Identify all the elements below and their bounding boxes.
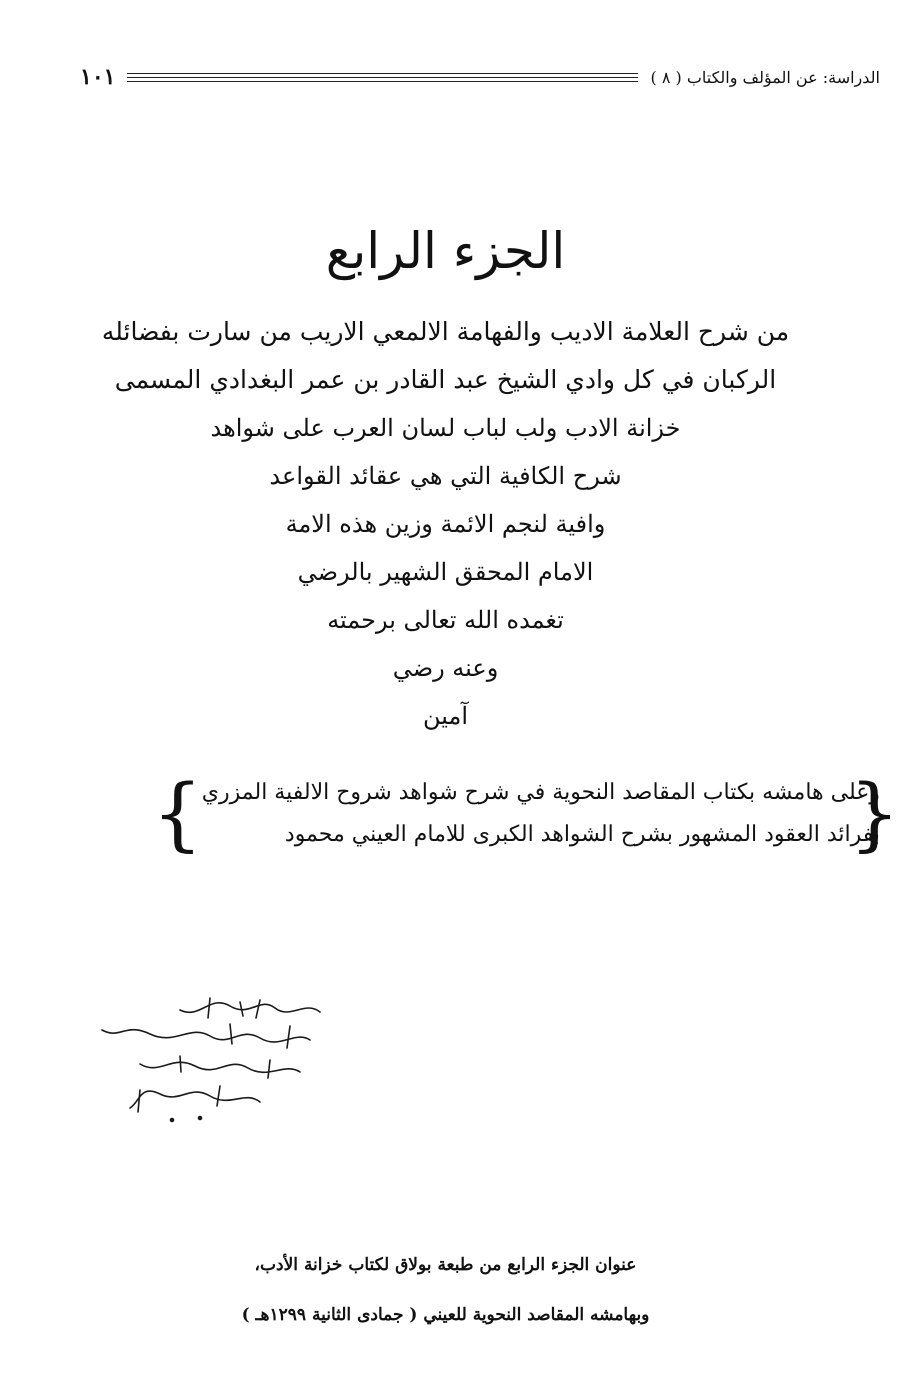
title-line: شرح الكافية التي هي عقائد القواعد — [269, 462, 622, 490]
margin-note-line: وعلى هامشه بكتاب المقاصد النحوية في شرح شواهد شروح الالفية المزري — [201, 780, 880, 805]
title-line: تغمده الله تعالى برحمته — [327, 606, 564, 634]
title-line: وعنه رضي — [392, 654, 499, 682]
caption-line: عنوان الجزء الرابع من طبعة بولاق لكتاب خزانة الأدب، — [254, 1255, 637, 1275]
title-line: الامام المحقق الشهير بالرضي — [297, 558, 594, 586]
brace-left: } — [152, 767, 203, 860]
margin-note — [152, 767, 900, 860]
volume-title: الجزء الرابع — [325, 222, 566, 280]
margin-note-line: بفرائد العقود المشهور بشرح الشواهد الكبرى للامام العيني محمود — [284, 822, 880, 847]
header-rule — [127, 73, 638, 82]
title-line: من شرح العلامة الاديب والفهامة الالمعي الاريب من سارت بفضائله — [101, 317, 790, 346]
page-number: ١٠١ — [80, 64, 116, 90]
figure-caption — [0, 1240, 891, 1340]
title-page-text — [0, 308, 891, 740]
caption-line: وبهامشه المقاصد النحوية للعيني ( جمادى الثانية ١٢٩٩هـ ) — [241, 1305, 650, 1325]
title-line: الركبان في كل وادي الشيخ عبد القادر بن عمر البغدادي المسمى — [114, 365, 777, 394]
title-line: خزانة الادب ولب لباب لسان العرب على شواهد — [210, 414, 681, 442]
page-header — [80, 60, 880, 94]
brace-right: { — [849, 767, 900, 860]
running-title: الدراسة: عن المؤلف والكتاب ( ٨ ) — [650, 67, 880, 87]
handwritten-signature — [80, 990, 340, 1140]
title-line: آمين — [422, 702, 469, 730]
title-line: وافية لنجم الائمة وزين هذه الامة — [285, 510, 606, 538]
